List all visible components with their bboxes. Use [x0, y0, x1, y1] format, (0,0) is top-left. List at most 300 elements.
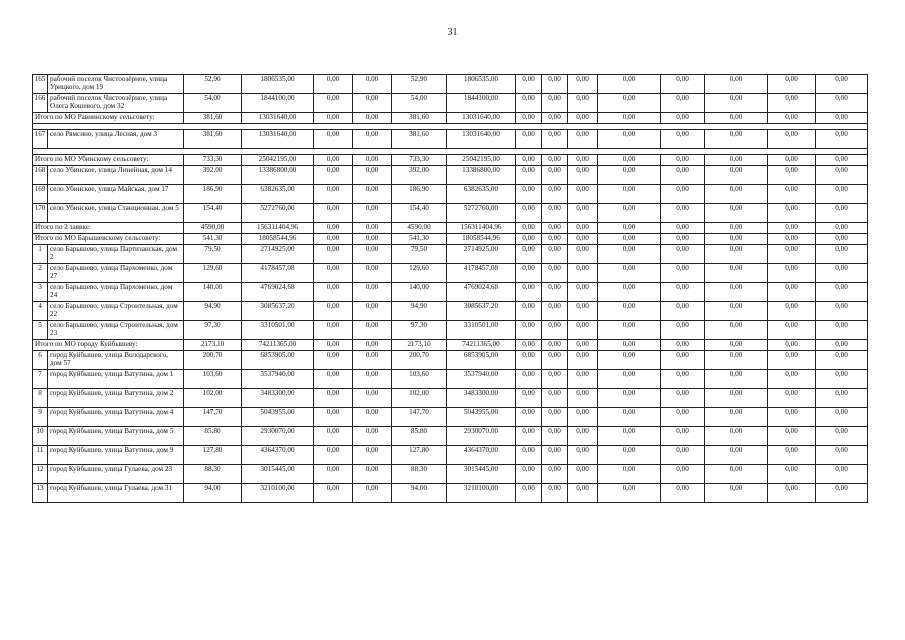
- value-cell: 2930070,00: [447, 427, 516, 446]
- value-cell: 94,90: [392, 302, 447, 321]
- value-cell: 129,60: [184, 264, 242, 283]
- value-cell: 1844100,00: [242, 94, 314, 113]
- row-number: 1: [33, 245, 48, 264]
- value-cell: 0,00: [314, 283, 353, 302]
- value-cell: 85,80: [184, 427, 242, 446]
- value-cell: 0,00: [542, 283, 568, 302]
- value-cell: 0,00: [661, 427, 705, 446]
- value-cell: 0,00: [516, 94, 542, 113]
- address-cell: город Куйбышев, улица Ватутина, дом 9: [48, 446, 184, 465]
- value-cell: 0,00: [542, 264, 568, 283]
- value-cell: 103,60: [392, 370, 447, 389]
- value-cell: 0,00: [598, 389, 661, 408]
- value-cell: 4769024,68: [242, 283, 314, 302]
- value-cell: 0,00: [314, 130, 353, 149]
- value-cell: 0,00: [353, 408, 392, 427]
- total-label: Итого по МО Барышевскому сельсовету:: [33, 234, 184, 245]
- value-cell: 0,00: [542, 408, 568, 427]
- value-cell: 0,00: [705, 223, 768, 234]
- value-cell: 140,00: [184, 283, 242, 302]
- value-cell: 0,00: [516, 130, 542, 149]
- value-cell: 0,00: [353, 223, 392, 234]
- value-cell: 0,00: [598, 302, 661, 321]
- table-row: [33, 185, 868, 204]
- value-cell: 0,00: [353, 340, 392, 351]
- value-cell: 0,00: [661, 408, 705, 427]
- row-number: 169: [33, 185, 48, 204]
- value-cell: 2714925,00: [447, 245, 516, 264]
- value-cell: 0,00: [705, 389, 768, 408]
- value-cell: 0,00: [598, 321, 661, 340]
- value-cell: 0,00: [705, 94, 768, 113]
- value-cell: 3015445,00: [447, 465, 516, 484]
- value-cell: 0,00: [353, 155, 392, 166]
- value-cell: 0,00: [598, 408, 661, 427]
- value-cell: 0,00: [768, 155, 816, 166]
- value-cell: 0,00: [598, 340, 661, 351]
- value-cell: 6382635,00: [447, 185, 516, 204]
- value-cell: 0,00: [661, 389, 705, 408]
- value-cell: 0,00: [768, 340, 816, 351]
- value-cell: 0,00: [542, 465, 568, 484]
- value-cell: 0,00: [768, 264, 816, 283]
- value-cell: 0,00: [768, 166, 816, 185]
- value-cell: 0,00: [353, 113, 392, 124]
- address-cell: село Убинское, улица Станционная, дом 5: [48, 204, 184, 223]
- value-cell: 0,00: [768, 185, 816, 204]
- value-cell: 0,00: [314, 408, 353, 427]
- value-cell: 3310501,00: [447, 321, 516, 340]
- value-cell: 74211365,00: [447, 340, 516, 351]
- value-cell: 0,00: [705, 484, 768, 503]
- value-cell: 97,30: [184, 321, 242, 340]
- value-cell: 0,00: [768, 75, 816, 94]
- row-number: 2: [33, 264, 48, 283]
- value-cell: 0,00: [516, 408, 542, 427]
- value-cell: 0,00: [816, 166, 868, 185]
- value-cell: 0,00: [353, 75, 392, 94]
- value-cell: 0,00: [816, 408, 868, 427]
- value-cell: 381,60: [184, 113, 242, 124]
- table-row: [33, 321, 868, 340]
- value-cell: 0,00: [661, 223, 705, 234]
- value-cell: 0,00: [542, 155, 568, 166]
- value-cell: 0,00: [568, 264, 598, 283]
- value-cell: 156311404,96: [242, 223, 314, 234]
- table-row: [33, 245, 868, 264]
- value-cell: 0,00: [516, 234, 542, 245]
- value-cell: 0,00: [598, 130, 661, 149]
- value-cell: 0,00: [568, 185, 598, 204]
- value-cell: 541,30: [392, 234, 447, 245]
- value-cell: 0,00: [516, 484, 542, 503]
- row-number: 7: [33, 370, 48, 389]
- value-cell: 0,00: [353, 204, 392, 223]
- row-number: 170: [33, 204, 48, 223]
- total-label: Итого по 2 заявке:: [33, 223, 184, 234]
- value-cell: 0,00: [568, 302, 598, 321]
- value-cell: 0,00: [353, 302, 392, 321]
- value-cell: 0,00: [353, 370, 392, 389]
- value-cell: 0,00: [314, 264, 353, 283]
- value-cell: 0,00: [568, 245, 598, 264]
- value-cell: 0,00: [705, 370, 768, 389]
- value-cell: 0,00: [768, 321, 816, 340]
- value-cell: 94,00: [184, 484, 242, 503]
- value-cell: 0,00: [816, 302, 868, 321]
- value-cell: 88,30: [184, 465, 242, 484]
- value-cell: 0,00: [816, 245, 868, 264]
- value-cell: 3210100,00: [447, 484, 516, 503]
- value-cell: 6382635,00: [242, 185, 314, 204]
- value-cell: 0,00: [816, 94, 868, 113]
- value-cell: 4590,00: [392, 223, 447, 234]
- value-cell: 0,00: [598, 484, 661, 503]
- value-cell: 0,00: [353, 446, 392, 465]
- value-cell: 0,00: [705, 166, 768, 185]
- value-cell: 0,00: [314, 234, 353, 245]
- value-cell: 0,00: [568, 166, 598, 185]
- address-cell: село Рямсино, улица Лесная, дом 3: [48, 130, 184, 149]
- value-cell: 0,00: [768, 351, 816, 370]
- row-number: 10: [33, 427, 48, 446]
- value-cell: 0,00: [816, 340, 868, 351]
- value-cell: 186,90: [392, 185, 447, 204]
- total-row: [33, 155, 868, 166]
- table-row: [33, 94, 868, 113]
- value-cell: 1806535,00: [447, 75, 516, 94]
- value-cell: 0,00: [314, 484, 353, 503]
- total-label: Итого по МО городу Куйбышеву:: [33, 340, 184, 351]
- value-cell: 0,00: [705, 113, 768, 124]
- value-cell: 154,40: [184, 204, 242, 223]
- value-cell: 5272760,00: [242, 204, 314, 223]
- value-cell: 0,00: [661, 351, 705, 370]
- address-cell: город Куйбышев, улица Ватутина, дом 5: [48, 427, 184, 446]
- address-cell: город Куйбышев, улица Ватутина, дом 4: [48, 408, 184, 427]
- table-row: [33, 389, 868, 408]
- value-cell: 0,00: [542, 130, 568, 149]
- address-cell: село Убинское, улица Майская, дом 17: [48, 185, 184, 204]
- value-cell: 0,00: [516, 340, 542, 351]
- value-cell: 0,00: [568, 321, 598, 340]
- value-cell: 0,00: [705, 446, 768, 465]
- row-number: 12: [33, 465, 48, 484]
- value-cell: 0,00: [768, 234, 816, 245]
- value-cell: 0,00: [768, 204, 816, 223]
- value-cell: 0,00: [768, 94, 816, 113]
- value-cell: 2173,10: [392, 340, 447, 351]
- value-cell: 0,00: [568, 75, 598, 94]
- value-cell: 0,00: [516, 113, 542, 124]
- value-cell: 0,00: [516, 283, 542, 302]
- value-cell: 0,00: [768, 370, 816, 389]
- value-cell: 0,00: [768, 245, 816, 264]
- value-cell: 4178457,08: [242, 264, 314, 283]
- value-cell: 0,00: [768, 223, 816, 234]
- value-cell: 0,00: [542, 245, 568, 264]
- table-row: [33, 130, 868, 149]
- value-cell: 0,00: [542, 484, 568, 503]
- value-cell: 25042195,00: [447, 155, 516, 166]
- value-cell: 0,00: [705, 155, 768, 166]
- value-cell: 0,00: [705, 427, 768, 446]
- value-cell: 0,00: [516, 204, 542, 223]
- value-cell: 733,30: [184, 155, 242, 166]
- total-label: Итого по МО Равнинскому сельсовету:: [33, 113, 184, 124]
- value-cell: 140,00: [392, 283, 447, 302]
- value-cell: 0,00: [568, 113, 598, 124]
- value-cell: 0,00: [568, 223, 598, 234]
- row-number: 5: [33, 321, 48, 340]
- value-cell: 0,00: [542, 340, 568, 351]
- value-cell: 4178457,08: [447, 264, 516, 283]
- value-cell: 0,00: [661, 302, 705, 321]
- value-cell: 3537940,00: [447, 370, 516, 389]
- value-cell: 0,00: [768, 113, 816, 124]
- value-cell: 0,00: [516, 185, 542, 204]
- value-cell: 0,00: [314, 113, 353, 124]
- value-cell: 0,00: [516, 75, 542, 94]
- value-cell: 88,30: [392, 465, 447, 484]
- value-cell: 0,00: [598, 446, 661, 465]
- value-cell: 0,00: [314, 185, 353, 204]
- total-label: Итого по МО Убинскому сельсовету:: [33, 155, 184, 166]
- value-cell: 156311404,96: [447, 223, 516, 234]
- value-cell: 18058544,96: [242, 234, 314, 245]
- value-cell: 1844100,00: [447, 94, 516, 113]
- value-cell: 0,00: [705, 283, 768, 302]
- value-cell: 0,00: [516, 446, 542, 465]
- value-cell: 0,00: [314, 155, 353, 166]
- row-number: 8: [33, 389, 48, 408]
- value-cell: 0,00: [314, 389, 353, 408]
- row-number: 168: [33, 166, 48, 185]
- value-cell: 0,00: [542, 113, 568, 124]
- value-cell: 18058544,96: [447, 234, 516, 245]
- value-cell: 94,00: [392, 484, 447, 503]
- value-cell: 0,00: [568, 94, 598, 113]
- address-cell: село Убинское, улица Линейная, дом 14: [48, 166, 184, 185]
- value-cell: 5043955,00: [447, 408, 516, 427]
- value-cell: 103,60: [184, 370, 242, 389]
- value-cell: 0,00: [568, 204, 598, 223]
- value-cell: 392,00: [392, 166, 447, 185]
- value-cell: 13031640,00: [242, 130, 314, 149]
- value-cell: 0,00: [353, 283, 392, 302]
- value-cell: 0,00: [705, 408, 768, 427]
- value-cell: 0,00: [516, 351, 542, 370]
- table-row: [33, 484, 868, 503]
- value-cell: 0,00: [768, 465, 816, 484]
- value-cell: 0,00: [598, 166, 661, 185]
- value-cell: 0,00: [705, 204, 768, 223]
- value-cell: 0,00: [516, 427, 542, 446]
- value-cell: 0,00: [768, 484, 816, 503]
- value-cell: 0,00: [516, 302, 542, 321]
- table-row: [33, 264, 868, 283]
- value-cell: 3210100,00: [242, 484, 314, 503]
- value-cell: 0,00: [353, 484, 392, 503]
- value-cell: 0,00: [568, 465, 598, 484]
- value-cell: 0,00: [816, 204, 868, 223]
- value-cell: 4364370,00: [242, 446, 314, 465]
- table-row: [33, 446, 868, 465]
- value-cell: 0,00: [598, 427, 661, 446]
- value-cell: 0,00: [353, 465, 392, 484]
- value-cell: 0,00: [314, 370, 353, 389]
- row-number: 9: [33, 408, 48, 427]
- value-cell: 0,00: [661, 204, 705, 223]
- value-cell: 0,00: [598, 370, 661, 389]
- value-cell: 54,00: [184, 94, 242, 113]
- value-cell: 0,00: [661, 465, 705, 484]
- value-cell: 0,00: [568, 283, 598, 302]
- value-cell: 0,00: [598, 204, 661, 223]
- value-cell: 0,00: [598, 75, 661, 94]
- value-cell: 52,90: [184, 75, 242, 94]
- table-row: [33, 351, 868, 370]
- value-cell: 381,60: [392, 113, 447, 124]
- value-cell: 0,00: [661, 94, 705, 113]
- value-cell: 102,00: [184, 389, 242, 408]
- value-cell: 0,00: [598, 234, 661, 245]
- value-cell: 0,00: [661, 155, 705, 166]
- value-cell: 85,80: [392, 427, 447, 446]
- address-cell: город Куйбышев, улица Ватутина, дом 2: [48, 389, 184, 408]
- value-cell: 0,00: [353, 427, 392, 446]
- value-cell: 4364370,00: [447, 446, 516, 465]
- value-cell: 0,00: [542, 427, 568, 446]
- value-cell: 0,00: [314, 245, 353, 264]
- value-cell: 0,00: [661, 283, 705, 302]
- value-cell: 0,00: [661, 234, 705, 245]
- row-number: 165: [33, 75, 48, 94]
- value-cell: 102,00: [392, 389, 447, 408]
- value-cell: 13031640,00: [242, 113, 314, 124]
- value-cell: 0,00: [542, 166, 568, 185]
- value-cell: 6853905,00: [447, 351, 516, 370]
- value-cell: 0,00: [816, 351, 868, 370]
- table-row: [33, 283, 868, 302]
- value-cell: 0,00: [661, 113, 705, 124]
- value-cell: 0,00: [705, 351, 768, 370]
- value-cell: 154,40: [392, 204, 447, 223]
- value-cell: 0,00: [568, 370, 598, 389]
- value-cell: 1806535,00: [242, 75, 314, 94]
- value-cell: 0,00: [816, 75, 868, 94]
- address-cell: город Куйбышев, улица Ватутина, дом 1: [48, 370, 184, 389]
- value-cell: 0,00: [598, 465, 661, 484]
- value-cell: 0,00: [816, 155, 868, 166]
- value-cell: 4590,00: [184, 223, 242, 234]
- value-cell: 0,00: [705, 234, 768, 245]
- address-cell: село Барышево, улица Пархоменко, дом 27: [48, 264, 184, 283]
- row-number: 13: [33, 484, 48, 503]
- value-cell: 0,00: [816, 113, 868, 124]
- value-cell: 0,00: [516, 155, 542, 166]
- value-cell: 381,60: [392, 130, 447, 149]
- value-cell: 0,00: [314, 465, 353, 484]
- value-cell: 0,00: [353, 130, 392, 149]
- value-cell: 0,00: [768, 408, 816, 427]
- value-cell: 0,00: [705, 302, 768, 321]
- value-cell: 3085637,20: [242, 302, 314, 321]
- value-cell: 0,00: [568, 446, 598, 465]
- value-cell: 0,00: [353, 185, 392, 204]
- value-cell: 0,00: [705, 75, 768, 94]
- address-cell: город Куйбышев, улица Гулаева, дом 23: [48, 465, 184, 484]
- table-row: [33, 204, 868, 223]
- value-cell: 0,00: [314, 340, 353, 351]
- value-cell: 0,00: [314, 75, 353, 94]
- value-cell: 0,00: [314, 223, 353, 234]
- value-cell: 0,00: [542, 302, 568, 321]
- address-cell: село Барышево, улица Строительная, дом 22: [48, 302, 184, 321]
- value-cell: 0,00: [816, 283, 868, 302]
- value-cell: 200,70: [392, 351, 447, 370]
- value-cell: 0,00: [314, 446, 353, 465]
- table-body: [33, 75, 868, 503]
- value-cell: 13031640,00: [447, 130, 516, 149]
- value-cell: 0,00: [314, 427, 353, 446]
- value-cell: 0,00: [816, 264, 868, 283]
- value-cell: 0,00: [816, 223, 868, 234]
- total-row: [33, 234, 868, 245]
- value-cell: 0,00: [314, 204, 353, 223]
- value-cell: 0,00: [768, 130, 816, 149]
- value-cell: 0,00: [705, 321, 768, 340]
- table-row: [33, 408, 868, 427]
- value-cell: 0,00: [516, 321, 542, 340]
- value-cell: 0,00: [816, 321, 868, 340]
- value-cell: 0,00: [661, 370, 705, 389]
- value-cell: 3310501,00: [242, 321, 314, 340]
- value-cell: 0,00: [568, 155, 598, 166]
- value-cell: 0,00: [542, 351, 568, 370]
- value-cell: 186,90: [184, 185, 242, 204]
- value-cell: 0,00: [353, 321, 392, 340]
- value-cell: 0,00: [516, 389, 542, 408]
- address-cell: село Барышево, улица Пархоменко, дом 24: [48, 283, 184, 302]
- value-cell: 0,00: [661, 166, 705, 185]
- value-cell: 13031640,00: [447, 113, 516, 124]
- value-cell: 0,00: [568, 234, 598, 245]
- value-cell: 0,00: [705, 245, 768, 264]
- value-cell: 541,30: [184, 234, 242, 245]
- value-cell: 0,00: [353, 245, 392, 264]
- value-cell: 0,00: [542, 370, 568, 389]
- value-cell: 147,70: [184, 408, 242, 427]
- value-cell: 0,00: [516, 245, 542, 264]
- value-cell: 0,00: [661, 130, 705, 149]
- row-number: 166: [33, 94, 48, 113]
- value-cell: 129,60: [392, 264, 447, 283]
- value-cell: 79,50: [392, 245, 447, 264]
- value-cell: 0,00: [705, 264, 768, 283]
- table-row: [33, 75, 868, 94]
- value-cell: 2930070,00: [242, 427, 314, 446]
- value-cell: 0,00: [542, 204, 568, 223]
- value-cell: 3015445,00: [242, 465, 314, 484]
- value-cell: 0,00: [598, 283, 661, 302]
- value-cell: 0,00: [568, 340, 598, 351]
- value-cell: 74211365,00: [242, 340, 314, 351]
- value-cell: 3483300,00: [242, 389, 314, 408]
- housing-table-wrapper: [32, 74, 867, 503]
- value-cell: 0,00: [542, 75, 568, 94]
- value-cell: 127,80: [184, 446, 242, 465]
